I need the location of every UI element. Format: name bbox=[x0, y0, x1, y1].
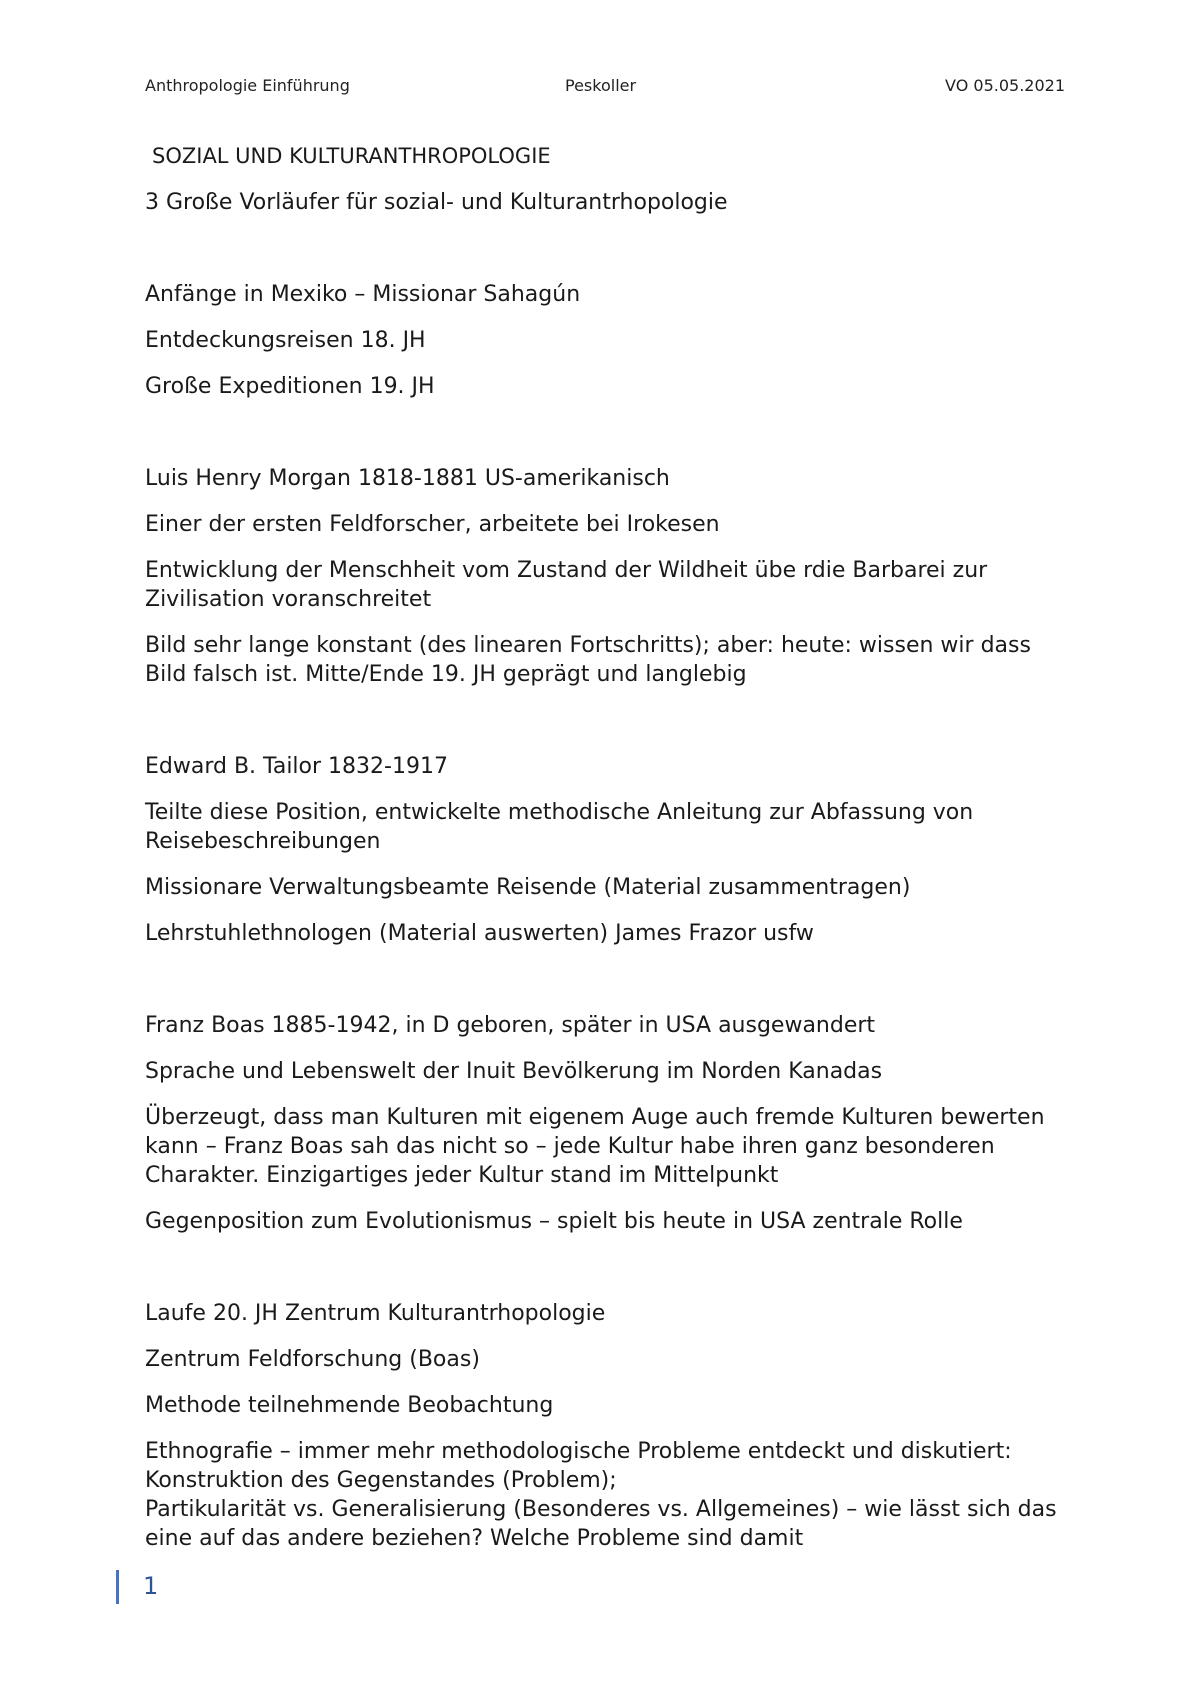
paragraph: Überzeugt, dass man Kulturen mit eigenem Auge auch fremde Kulturen bewerten kann – Franz Boas sah das nicht so – jede Kultur habe ihren ganz besonderen Charakter. Einzigartiges jeder Kultur stand im Mittelpunkt bbox=[145, 1105, 1045, 1188]
paragraph: Einer der ersten Feldforscher, arbeitete bei Irokesen bbox=[145, 512, 720, 537]
paragraph: Teilte diese Position, entwickelte methodische Anleitung zur Abfassung von Reisebeschreibungen bbox=[145, 800, 974, 854]
header-author: Peskoller bbox=[565, 76, 637, 95]
paragraph: Edward B. Tailor 1832-1917 bbox=[145, 754, 448, 779]
paragraph: Ethnografie – immer mehr methodologische Probleme entdeckt und diskutiert: Konstruktion des Gegenstandes (Problem); bbox=[145, 1439, 1012, 1493]
paragraph: Zentrum Feldforschung (Boas) bbox=[145, 1347, 480, 1372]
paragraph-gap bbox=[145, 418, 1075, 464]
paragraph: Missionare Verwaltungsbeamte Reisende (Material zusammentragen) bbox=[145, 875, 911, 900]
intro-line: 3 Große Vorläufer für sozial- und Kulturantrhopologie bbox=[145, 190, 728, 215]
paragraph: Franz Boas 1885-1942, in D geboren, später in USA ausgewandert bbox=[145, 1013, 876, 1038]
paragraph-gap bbox=[145, 234, 1075, 280]
document-body bbox=[145, 142, 1075, 1570]
header-course-title: Anthropologie Einführung bbox=[145, 76, 350, 95]
paragraph-gap bbox=[145, 706, 1075, 752]
document-title: SOZIAL UND KULTURANTHROPOLOGIE bbox=[152, 144, 551, 168]
paragraph: Entwicklung der Menschheit vom Zustand der Wildheit übe rdie Barbarei zur Zivilisation voranschreitet bbox=[145, 558, 988, 612]
paragraph: Luis Henry Morgan 1818-1881 US-amerikanisch bbox=[145, 466, 670, 491]
footer-accent-bar bbox=[116, 1570, 119, 1604]
paragraph: Laufe 20. JH Zentrum Kulturantrhopologie bbox=[145, 1301, 606, 1326]
paragraph: Partikularität vs. Generalisierung (Besonderes vs. Allgemeines) – wie lässt sich das eine auf das andere beziehen? Welche Probleme sind damit bbox=[145, 1497, 1057, 1551]
paragraph: Gegenposition zum Evolutionismus – spielt bis heute in USA zentrale Rolle bbox=[145, 1209, 963, 1234]
paragraph: Große Expeditionen 19. JH bbox=[145, 374, 435, 399]
paragraph: Anfänge in Mexiko – Missionar Sahagún bbox=[145, 282, 581, 307]
paragraph: Methode teilnehmende Beobachtung bbox=[145, 1393, 554, 1418]
paragraph: Lehrstuhlethnologen (Material auswerten) James Frazor usfw bbox=[145, 921, 814, 946]
paragraph-gap bbox=[145, 1253, 1075, 1299]
paragraph: Sprache und Lebenswelt der Inuit Bevölkerung im Norden Kanadas bbox=[145, 1059, 883, 1084]
paragraph: Entdeckungsreisen 18. JH bbox=[145, 328, 426, 353]
header-date: VO 05.05.2021 bbox=[945, 76, 1065, 95]
page-header bbox=[145, 76, 1065, 98]
page-number: 1 bbox=[143, 1572, 159, 1600]
paragraph: Bild sehr lange konstant (des linearen Fortschritts); aber: heute: wissen wir dass Bild falsch ist. Mitte/Ende 19. JH geprägt und langlebig bbox=[145, 633, 1031, 687]
paragraph-gap bbox=[145, 965, 1075, 1011]
